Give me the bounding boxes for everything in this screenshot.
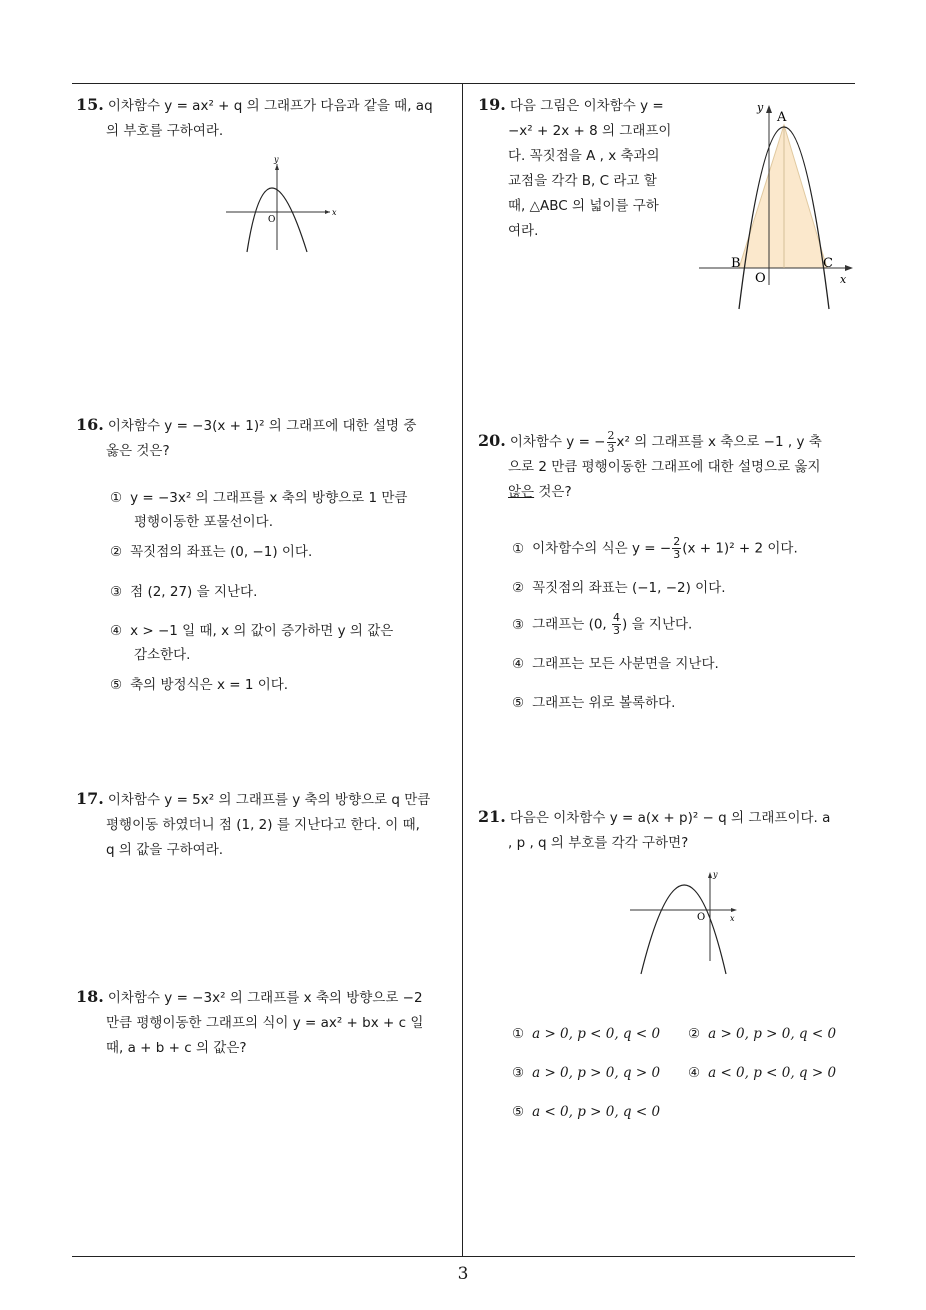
question-text: 교점을 각각 B, C 라고 할 (508, 173, 657, 189)
choice-item[interactable] (110, 619, 460, 667)
question-number: 21. (478, 807, 506, 826)
choice-text: 축의 방정식은 x = 1 이다. (130, 677, 289, 693)
q15-parabola-graph (220, 150, 340, 255)
choice-mark: ① (110, 490, 123, 506)
vertex-a-label: A (777, 110, 787, 125)
x-axis-label: x (332, 208, 337, 217)
question-text: 의 부호를 구하여라. (106, 123, 224, 139)
choice-item[interactable] (688, 1022, 836, 1046)
choice-item[interactable] (512, 691, 675, 715)
question-text: q 의 값을 구하여라. (106, 842, 224, 858)
question-20 (478, 428, 863, 505)
choice-item[interactable] (512, 1061, 660, 1085)
choice-mark: ③ (512, 1065, 525, 1081)
question-text: x² 의 그래프를 x 축으로 −1 , y 축 (616, 434, 822, 450)
choice-text: 꼭짓점의 좌표는 (−1, −2) 이다. (532, 580, 726, 596)
choice-text: a > 0, p > 0, q < 0 (708, 1026, 837, 1042)
choice-text: 꼭짓점의 좌표는 (0, −1) 이다. (130, 544, 313, 560)
choice-text: y = −3x² 의 그래프를 x 축의 방향으로 1 만큼 (130, 490, 408, 506)
question-number: 20. (478, 431, 506, 450)
question-text: 이차함수 y = 5x² 의 그래프를 y 축의 방향으로 q 만큼 (107, 792, 431, 808)
x-axis-label: x (730, 914, 735, 923)
top-rule (72, 83, 855, 84)
origin-label: O (268, 215, 276, 225)
choice-item[interactable] (512, 576, 726, 600)
point-c-label: C (823, 256, 833, 271)
question-text: 으로 2 만큼 평행이동한 그래프에 대한 설명으로 옳지 (508, 459, 821, 475)
choice-item[interactable] (512, 1100, 660, 1124)
underlined-text: 않은 (508, 484, 535, 500)
choice-item[interactable] (110, 580, 257, 604)
choice-text: 감소한다. (134, 647, 191, 663)
choice-text: 그래프는 모든 사분면을 지난다. (532, 656, 719, 672)
choice-mark: ③ (512, 616, 525, 633)
fraction: $\frac{2}{3}$ (607, 428, 615, 455)
choice-text: a > 0, p < 0, q < 0 (532, 1026, 661, 1042)
question-text: 이차함수 y = ax² + q 의 그래프가 다음과 같을 때, aq (107, 98, 433, 114)
question-text: 이차함수 y = − (509, 434, 606, 450)
choice-text: 그래프는 위로 볼록하다. (532, 695, 676, 711)
choice-text: a < 0, p > 0, q < 0 (532, 1104, 661, 1120)
question-text: 평행이동 하였더니 점 (1, 2) 를 지난다고 한다. 이 때, (106, 817, 420, 833)
question-15 (76, 92, 461, 144)
choice-mark: ⑤ (512, 695, 525, 711)
y-axis-label: y (757, 101, 764, 114)
choice-mark: ② (512, 580, 525, 596)
choice-text: 그래프는 (0, (532, 616, 612, 633)
question-text: 이차함수 y = −3x² 의 그래프를 x 축의 방향으로 −2 (107, 990, 423, 1006)
q21-parabola-graph (625, 866, 750, 978)
choice-text: 평행이동한 포물선이다. (134, 514, 273, 530)
choice-text: 점 (2, 27) 을 지난다. (130, 584, 258, 600)
question-text: 때, △ABC 의 넓이를 구하 (508, 198, 659, 214)
choice-mark: ① (512, 1026, 525, 1042)
question-text: 다. 꼭짓점을 A , x 축과의 (508, 148, 660, 164)
choice-item[interactable] (512, 652, 719, 676)
fraction: $\frac{4}{3}$ (613, 611, 621, 637)
choice-item[interactable] (512, 536, 798, 561)
q19-triangle-graph (695, 95, 860, 315)
column-divider (462, 83, 463, 1256)
question-text: 여라. (508, 223, 539, 239)
choice-item[interactable] (688, 1061, 836, 1085)
question-number: 16. (76, 415, 104, 434)
question-number: 15. (76, 95, 104, 114)
choice-text: a < 0, p < 0, q > 0 (708, 1065, 837, 1081)
choice-mark: ④ (110, 623, 123, 639)
x-axis-label: x (840, 273, 847, 286)
question-number: 19. (478, 95, 506, 114)
choice-item[interactable] (110, 540, 312, 564)
fraction: $\frac{2}{3}$ (673, 535, 681, 561)
question-18 (76, 984, 461, 1061)
choice-mark: ② (110, 544, 123, 560)
question-number: 17. (76, 789, 104, 808)
choice-text: x > −1 일 때, x 의 값이 증가하면 y 의 값은 (130, 623, 394, 639)
choice-text: ) 을 지난다. (622, 616, 693, 633)
choice-mark: ⑤ (512, 1104, 525, 1120)
question-text: 다음 그림은 이차함수 y = (509, 98, 664, 114)
question-text: , p , q 의 부호를 각각 구하면? (508, 835, 689, 851)
choice-mark: ① (512, 540, 525, 557)
question-text: 이차함수 y = −3(x + 1)² 의 그래프에 대한 설명 중 (107, 418, 417, 434)
question-text: 것은? (534, 484, 572, 500)
choice-mark: ⑤ (110, 677, 123, 693)
choice-item[interactable] (512, 1022, 660, 1046)
origin-label: O (755, 271, 766, 286)
choice-mark: ③ (110, 584, 123, 600)
choice-item[interactable] (512, 612, 692, 637)
question-text: 만큼 평행이동한 그래프의 식이 y = ax² + bx + c 일 (106, 1015, 424, 1031)
question-text: −x² + 2x + 8 의 그래프이 (508, 123, 672, 139)
choice-mark: ② (688, 1026, 701, 1042)
choice-item[interactable] (110, 673, 288, 697)
question-17 (76, 786, 461, 863)
y-axis-label: y (713, 870, 718, 879)
choice-item[interactable] (110, 486, 460, 534)
point-b-label: B (731, 256, 741, 271)
choice-text: a > 0, p > 0, q > 0 (532, 1065, 661, 1081)
question-number: 18. (76, 987, 104, 1006)
choice-mark: ④ (688, 1065, 701, 1081)
origin-label: O (697, 912, 706, 923)
question-text: 다음은 이차함수 y = a(x + p)² − q 의 그래프이다. a (509, 810, 831, 826)
question-19 (478, 92, 688, 244)
bottom-rule (72, 1256, 855, 1257)
question-text: 옳은 것은? (106, 443, 170, 459)
page-number: 3 (457, 1264, 469, 1284)
question-text: 때, a + b + c 의 값은? (106, 1040, 247, 1056)
choice-text: 이차함수의 식은 y = − (532, 540, 672, 557)
choice-text: (x + 1)² + 2 이다. (682, 540, 798, 557)
choice-mark: ④ (512, 656, 525, 672)
question-16 (76, 412, 461, 464)
question-21 (478, 804, 863, 856)
y-axis-label: y (274, 155, 279, 164)
